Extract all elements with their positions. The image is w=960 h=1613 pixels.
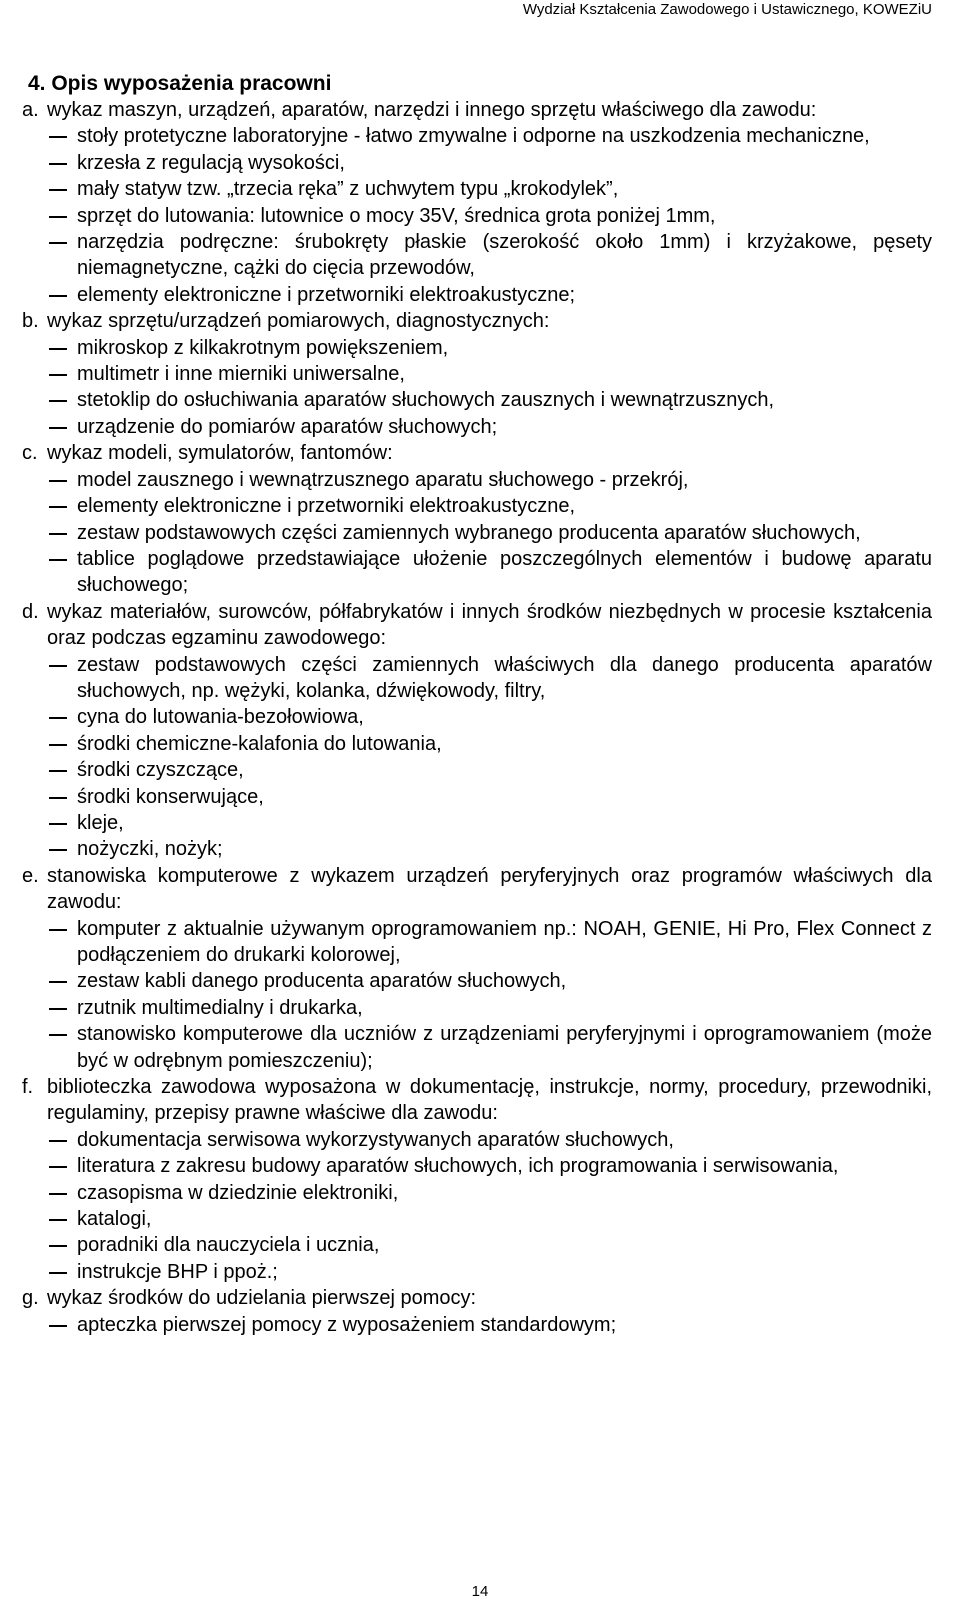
list-item <box>22 1206 932 1232</box>
list-item-text: multimetr i inne mierniki uniwersalne, <box>77 363 405 386</box>
list-item-text: literatura z zakresu budowy aparatów słuchowych, ich programowania i serwisowania, <box>77 1155 839 1178</box>
list-item-text: instrukcje BHP i ppoż.; <box>77 1260 278 1283</box>
section-heading: wykaz maszyn, urządzeń, aparatów, narzędzi i innego sprzętu właściwego dla zawodu: <box>47 99 817 121</box>
list-item <box>22 467 932 493</box>
section-letter: f. <box>22 1076 34 1099</box>
list-item-text: stoły protetyczne laboratoryjne - łatwo zmywalne i odporne na uszkodzenia mechaniczne, <box>77 125 870 148</box>
list-item <box>22 731 932 757</box>
list-item <box>22 493 932 519</box>
dash-bullet-icon <box>49 1325 67 1327</box>
list-item <box>22 176 932 202</box>
dash-bullet-icon <box>49 1219 67 1221</box>
dash-bullet-icon <box>49 374 67 376</box>
list-item-text: urządzenie do pomiarów aparatów słuchowych; <box>77 415 498 438</box>
dash-bullet-icon <box>49 770 67 772</box>
section-heading: wykaz modeli, symulatorów, fantomów: <box>47 442 393 465</box>
list-item-text: cyna do lutowania-bezołowiowa, <box>77 706 364 729</box>
list-item <box>22 1312 932 1338</box>
page-number: 14 <box>471 1583 489 1600</box>
list-item-text: stanowisko komputerowe dla uczniów z urządzeniami peryferyjnymi i oprogramowaniem (może być w odrębnym pomieszczeniu); <box>77 1023 932 1072</box>
list-item-text: nożyczki, nożyk; <box>77 838 223 861</box>
equipment-list <box>22 97 932 1338</box>
section-heading: wykaz środków do udzielania pierwszej pomocy: <box>47 1287 477 1310</box>
list-section <box>22 308 932 334</box>
list-item-text: sprzęt do lutowania: lutownice o mocy 35V, średnica grota poniżej 1mm, <box>77 204 716 227</box>
dash-bullet-icon <box>49 533 67 535</box>
list-item <box>22 836 932 862</box>
dash-bullet-icon <box>49 929 67 931</box>
dash-bullet-icon <box>49 981 67 983</box>
dash-bullet-icon <box>49 1272 67 1274</box>
section-letter: e. <box>22 864 39 887</box>
list-item <box>22 995 932 1021</box>
list-item <box>22 757 932 783</box>
list-item <box>22 335 932 361</box>
dash-bullet-icon <box>49 559 67 561</box>
section-letter: c. <box>22 442 38 465</box>
list-item-text: stetoklip do osłuchiwania aparatów słuchowych zausznych i wewnątrzusznych, <box>77 389 775 412</box>
section-letter: d. <box>22 600 39 623</box>
list-item <box>22 652 932 705</box>
dash-bullet-icon <box>49 823 67 825</box>
list-item-text: zestaw kabli danego producenta aparatów słuchowych, <box>77 970 567 993</box>
dash-bullet-icon <box>49 242 67 244</box>
section-heading: wykaz sprzętu/urządzeń pomiarowych, diagnostycznych: <box>47 310 550 333</box>
section-heading: biblioteczka zawodowa wyposażona w dokumentację, instrukcje, normy, procedury, przewodniki, regulaminy, przepisy prawne właściwe dla zawodu: <box>47 1076 932 1125</box>
dash-bullet-icon <box>49 480 67 482</box>
list-item-text: katalogi, <box>77 1208 152 1231</box>
list-item-text: apteczka pierwszej pomocy z wyposażeniem standardowym; <box>77 1313 617 1336</box>
list-item-text: zestaw podstawowych części zamiennych właściwych dla danego producenta aparatów słuchowych, np. wężyki, kolanka, dźwiękowody, filtry, <box>77 653 932 702</box>
list-item-text: dokumentacja serwisowa wykorzystywanych aparatów słuchowych, <box>77 1128 674 1151</box>
dash-bullet-icon <box>49 295 67 297</box>
section-heading: stanowiska komputerowe z wykazem urządzeń peryferyjnych oraz programów właściwych dla zawodu: <box>47 864 932 914</box>
section-heading: wykaz materiałów, surowców, półfabrykatów i innych środków niezbędnych w procesie kształcenia oraz podczas egzaminu zawodowego: <box>47 600 932 650</box>
list-item-text: krzesła z regulacją wysokości, <box>77 151 345 174</box>
list-item <box>22 1021 932 1074</box>
list-item <box>22 1232 932 1258</box>
dash-bullet-icon <box>49 849 67 851</box>
dash-bullet-icon <box>49 348 67 350</box>
list-item <box>22 150 932 176</box>
list-item <box>22 387 932 413</box>
list-item-text: rzutnik multimedialny i drukarka, <box>77 996 363 1019</box>
list-item-text: poradniki dla nauczyciela i ucznia, <box>77 1234 380 1257</box>
dash-bullet-icon <box>49 665 67 667</box>
dash-bullet-icon <box>49 797 67 799</box>
dash-bullet-icon <box>49 136 67 138</box>
dash-bullet-icon <box>49 427 67 429</box>
list-item-text: tablice poglądowe przedstawiające ułożenie poszczególnych elementów i budowę aparatu słuchowego; <box>77 547 932 597</box>
list-item-text: elementy elektroniczne i przetworniki elektroakustyczne, <box>77 495 575 518</box>
dash-bullet-icon <box>49 1245 67 1247</box>
list-section <box>22 1074 932 1127</box>
list-item-text: model zausznego i wewnątrzusznego aparatu słuchowego - przekrój, <box>77 468 689 491</box>
list-item-text: zestaw podstawowych części zamiennych wybranego producenta aparatów słuchowych, <box>77 521 861 544</box>
list-item-text: komputer z aktualnie używanym oprogramowaniem np.: NOAH, GENIE, Hi Pro, Flex Connect z podłączeniem do drukarki kolorowej, <box>77 917 932 966</box>
list-item-text: kleje, <box>77 811 124 834</box>
dash-bullet-icon <box>49 506 67 508</box>
list-item <box>22 361 932 387</box>
list-item <box>22 704 932 730</box>
list-item <box>22 546 932 599</box>
dash-bullet-icon <box>49 1140 67 1142</box>
list-item <box>22 123 932 149</box>
list-section <box>22 1285 932 1311</box>
list-item-text: mikroskop z kilkakrotnym powiększeniem, <box>77 336 449 359</box>
dash-bullet-icon <box>49 1193 67 1195</box>
section-letter: g. <box>22 1287 39 1310</box>
list-item-text: mały statyw tzw. „trzecia ręka” z uchwytem typu „krokodylek”, <box>77 178 619 201</box>
list-section <box>22 97 932 123</box>
list-item-text: czasopisma w dziedzinie elektroniki, <box>77 1181 399 1204</box>
list-item <box>22 414 932 440</box>
list-section <box>22 599 932 652</box>
section-letter: b. <box>22 310 39 333</box>
list-item-text: środki czyszczące, <box>77 759 244 782</box>
section-letter: a. <box>22 99 39 121</box>
dash-bullet-icon <box>49 163 67 165</box>
list-section <box>22 863 932 916</box>
list-item <box>22 810 932 836</box>
list-item <box>22 520 932 546</box>
dash-bullet-icon <box>49 400 67 402</box>
dash-bullet-icon <box>49 1034 67 1036</box>
list-item <box>22 1259 932 1285</box>
dash-bullet-icon <box>49 717 67 719</box>
list-item <box>22 282 932 308</box>
dash-bullet-icon <box>49 189 67 191</box>
dash-bullet-icon <box>49 216 67 218</box>
list-item <box>22 203 932 229</box>
list-item-text: narzędzia podręczne: śrubokręty płaskie (szerokość około 1mm) i krzyżakowe, pęsety niemagnetyczne, cążki do cięcia przewodów, <box>77 231 932 280</box>
dash-bullet-icon <box>49 1166 67 1168</box>
section-title: 4. Opis wyposażenia pracowni <box>28 72 332 95</box>
dash-bullet-icon <box>49 744 67 746</box>
list-item <box>22 916 932 969</box>
list-item-text: środki chemiczne-kalafonia do lutowania, <box>77 732 442 755</box>
list-item <box>22 1180 932 1206</box>
list-item <box>22 1127 932 1153</box>
list-item-text: środki konserwujące, <box>77 785 264 808</box>
list-item <box>22 229 932 282</box>
dash-bullet-icon <box>49 1008 67 1010</box>
list-item <box>22 968 932 994</box>
page-header: Wydział Kształcenia Zawodowego i Ustawicznego, KOWEZiU <box>522 1 932 18</box>
list-section <box>22 440 932 466</box>
list-item <box>22 1153 932 1179</box>
list-item-text: elementy elektroniczne i przetworniki elektroakustyczne; <box>77 283 575 306</box>
list-item <box>22 784 932 810</box>
